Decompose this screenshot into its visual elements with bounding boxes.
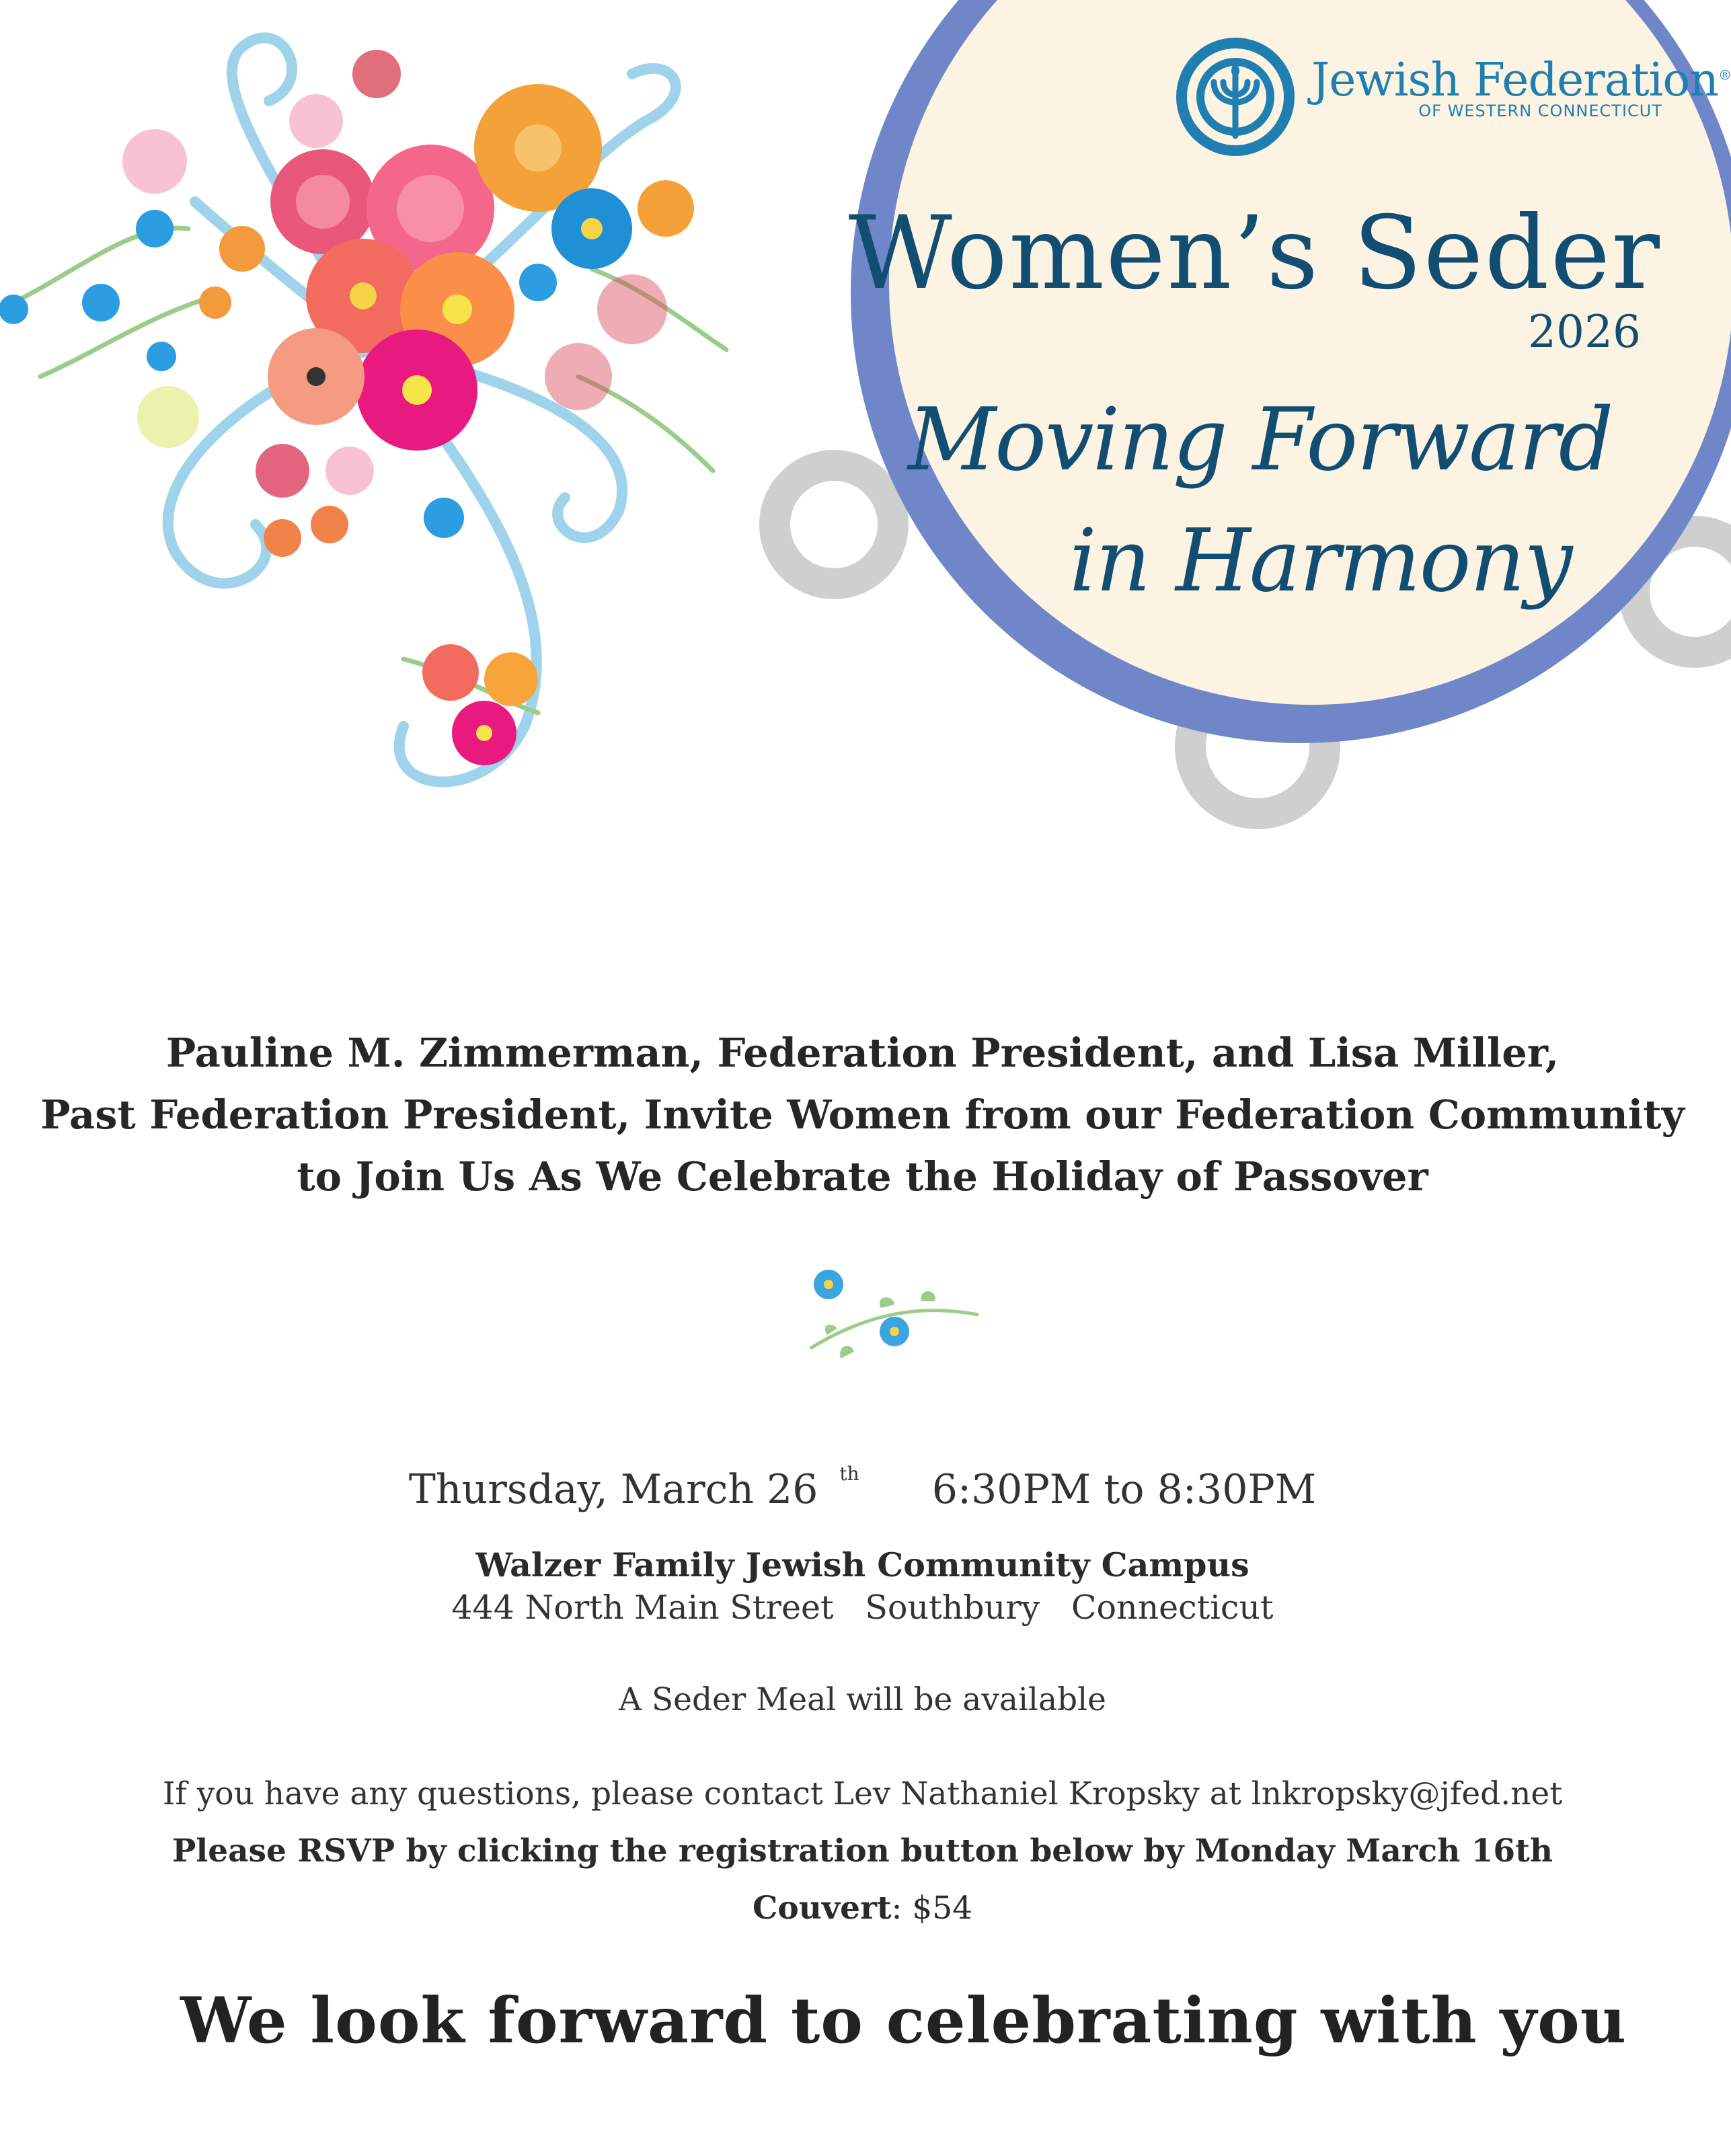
registered-mark: ® [1718, 67, 1731, 83]
logo-name: Jewish Federation® [1311, 54, 1731, 107]
event-date-time [0, 1463, 1725, 1513]
event-date: Thursday, March 26 [408, 1466, 818, 1513]
meal-note: A Seder Meal will be available [619, 1681, 1106, 1718]
couvert-value: : $54 [891, 1890, 973, 1927]
event-year: 2026 [1528, 306, 1641, 358]
closing-message: We look forward to celebrating with you [180, 1984, 1627, 2058]
tagline-line-2: in Harmony [1069, 511, 1572, 611]
invitation-line: Past Federation President, Invite Women from our Federation Community [40, 1091, 1685, 1138]
contact-line: If you have any questions, please contact Lev Nathaniel Kropsky at lnkropsky@jfed.net [162, 1775, 1563, 1812]
event-date-suffix: th [839, 1463, 859, 1485]
tagline-line-1: Moving Forward [908, 390, 1613, 490]
invitation-text [0, 1022, 1725, 1208]
event-time: 6:30PM to 8:30PM [931, 1466, 1317, 1513]
flower-sprig-divider [800, 1261, 982, 1369]
couvert-price [0, 1890, 1725, 1927]
venue-address: 444 North Main Street Southbury Connecticut [451, 1588, 1274, 1627]
invitation-line: Pauline M. Zimmerman, Federation President, and Lisa Miller, [165, 1030, 1560, 1076]
couvert-label: Couvert [752, 1890, 892, 1927]
venue-name: Walzer Family Jewish Community Campus [475, 1545, 1249, 1584]
invitation-line: to Join Us As We Celebrate the Holiday of Passover [297, 1153, 1428, 1200]
rsvp-line: Please RSVP by clicking the registration button below by Monday March 16th [172, 1833, 1553, 1870]
logo-subtitle: OF WESTERN CONNECTICUT [1418, 102, 1662, 120]
flower-bouquet [0, 38, 726, 781]
event-title: Women’s Seder [848, 195, 1661, 312]
menorah-icon [1174, 35, 1297, 159]
